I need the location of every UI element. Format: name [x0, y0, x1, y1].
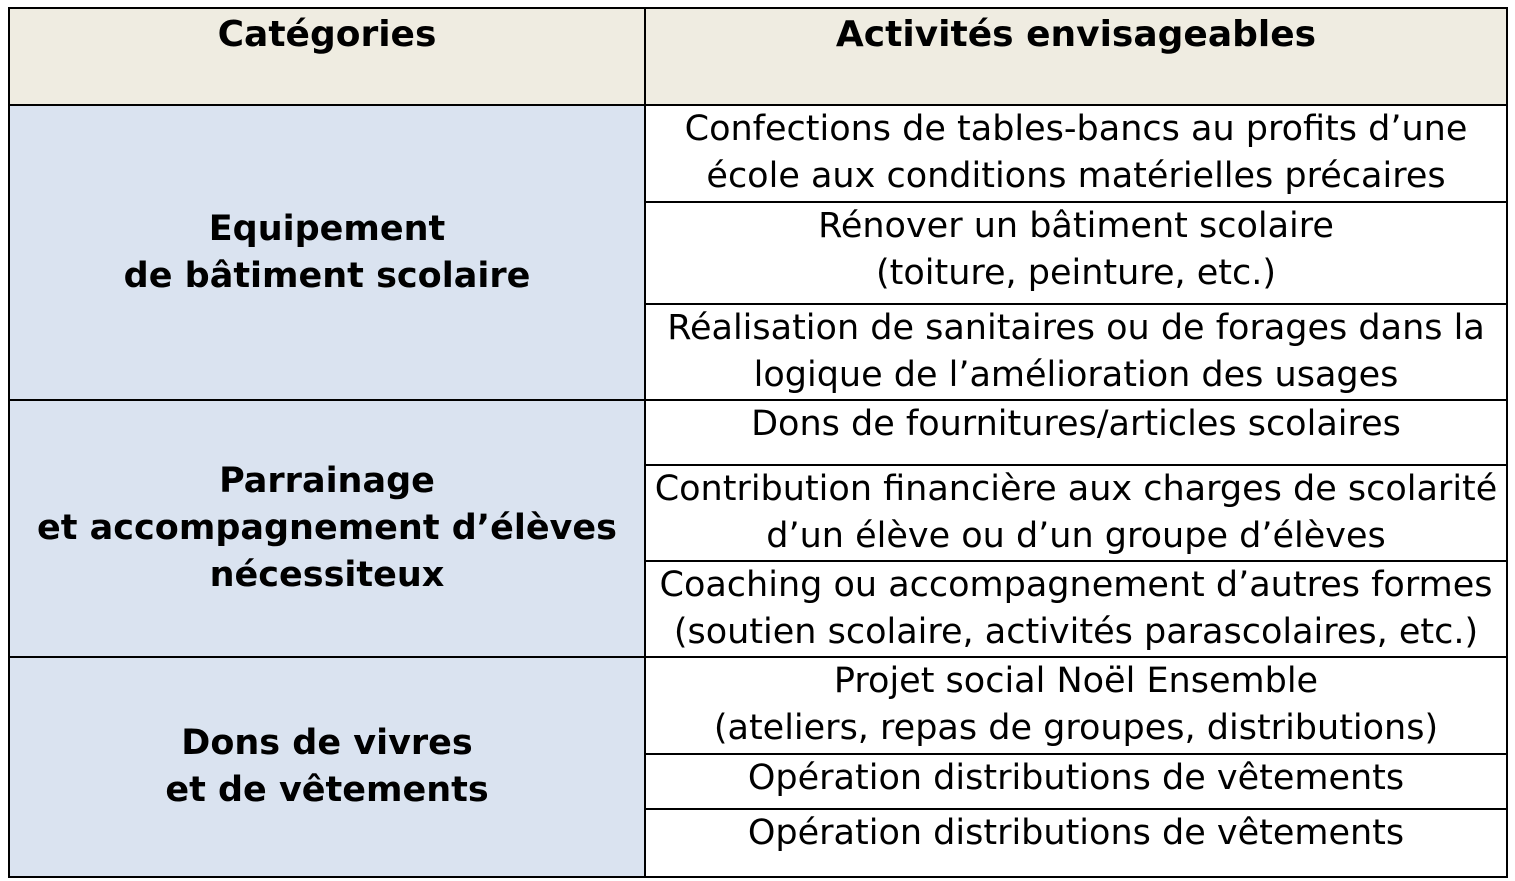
activity-line: Opération distributions de vêtements	[747, 758, 1405, 798]
category-line: Parrainage	[219, 461, 435, 501]
category-cell-parrainage	[9, 400, 645, 657]
activity-cell	[645, 304, 1507, 400]
activity-line: (toiture, peinture, etc.)	[875, 253, 1277, 293]
activity-cell	[645, 657, 1507, 754]
activity-line: (ateliers, repas de groupes, distributions)	[713, 708, 1439, 748]
activity-line: Opération distributions de vêtements	[747, 813, 1405, 853]
activity-cell	[645, 809, 1507, 877]
category-line: Dons de vivres	[181, 723, 473, 763]
activity-line: Rénover un bâtiment scolaire	[818, 206, 1334, 246]
category-line: et de vêtements	[165, 770, 489, 810]
activity-line: école aux conditions matérielles précaires	[706, 156, 1446, 196]
category-cell-dons	[9, 657, 645, 877]
activity-line: Confections de tables-bancs au profits d’une	[684, 109, 1468, 149]
activity-line: Projet social Noël Ensemble	[833, 661, 1319, 701]
category-line: Equipement	[208, 208, 446, 249]
activity-line: Dons de fournitures/articles scolaires	[751, 404, 1401, 444]
header-categories: Catégories	[9, 8, 645, 105]
category-line: nécessiteux	[209, 555, 445, 595]
activity-cell	[645, 561, 1507, 657]
table-row	[9, 105, 1507, 202]
header-activities: Activités envisageables	[645, 8, 1507, 105]
category-line: de bâtiment scolaire	[123, 255, 531, 296]
activity-cell	[645, 202, 1507, 304]
activity-line: logique de l’amélioration des usages	[753, 355, 1399, 395]
header-row	[9, 8, 1507, 105]
activity-cell	[645, 465, 1507, 561]
category-line: et accompagnement d’élèves	[37, 508, 617, 548]
activity-cell	[645, 754, 1507, 809]
table-row	[9, 657, 1507, 754]
activity-line: d’un élève ou d’un groupe d’élèves	[766, 516, 1386, 556]
activity-cell	[645, 105, 1507, 202]
activity-line: Réalisation de sanitaires ou de forages dans la	[667, 308, 1485, 348]
activity-cell	[645, 400, 1507, 465]
activity-line: (soutien scolaire, activités parascolaires, etc.)	[673, 612, 1479, 652]
activity-line: Coaching ou accompagnement d’autres formes	[659, 565, 1493, 605]
activity-line: Contribution financière aux charges de scolarité	[654, 469, 1498, 509]
table-row	[9, 400, 1507, 465]
category-cell-equipement	[9, 105, 645, 400]
activities-table	[8, 7, 1508, 878]
